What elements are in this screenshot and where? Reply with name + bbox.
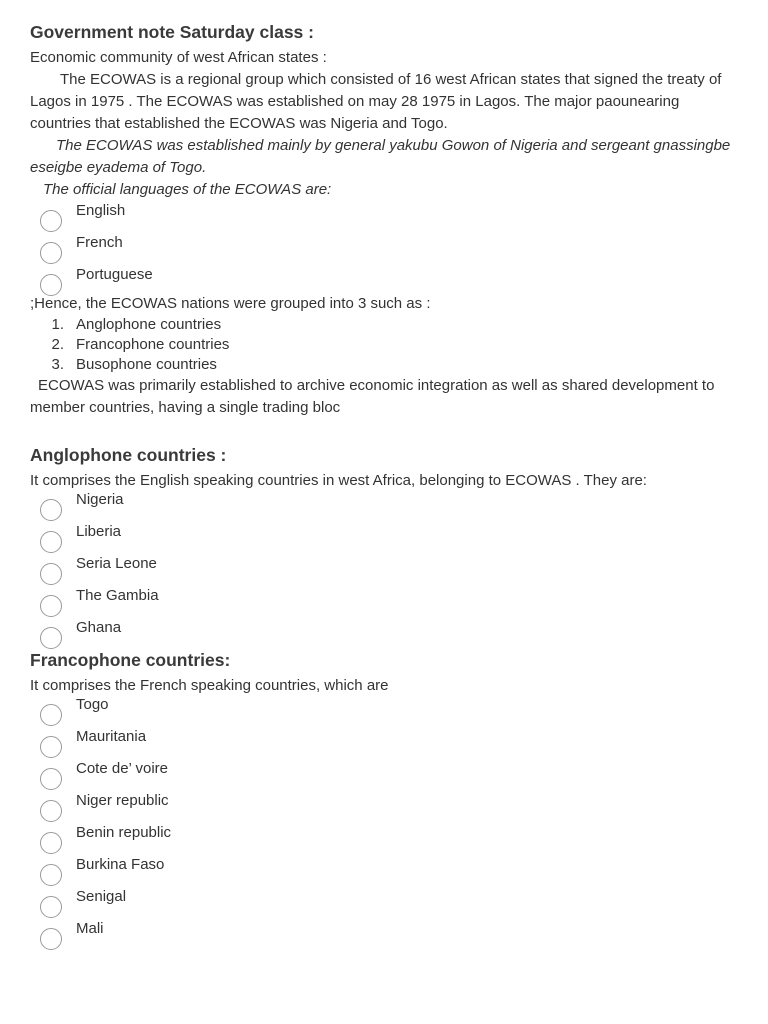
francophone-heading: Francophone countries: [30, 650, 231, 670]
checklist-item-label: Liberia [76, 523, 122, 540]
checklist-item [30, 492, 740, 524]
checklist-item-label: Benin republic [76, 824, 172, 841]
checkbox-circle[interactable] [40, 499, 62, 521]
groups-intro: ;Hence, the ECOWAS nations were grouped into 3 such as : [30, 295, 431, 312]
list-number: 3. [51, 356, 64, 373]
checklist-item-label: Nigeria [76, 491, 124, 508]
checklist-item [30, 588, 740, 620]
languages-checklist [30, 203, 740, 299]
subtitle: Economic community of west African states : [30, 49, 327, 66]
checklist-item-label: The Gambia [76, 587, 159, 604]
checkbox-circle[interactable] [40, 864, 62, 886]
checklist-item-label: Niger republic [76, 792, 169, 809]
checkbox-circle[interactable] [40, 800, 62, 822]
groups-numbered-list [30, 315, 740, 375]
checkbox-circle[interactable] [40, 531, 62, 553]
checklist-item [30, 889, 740, 921]
checkbox-circle[interactable] [40, 736, 62, 758]
list-number: 1. [51, 316, 64, 333]
checkbox-circle[interactable] [40, 896, 62, 918]
checklist-item-label: Mauritania [76, 728, 147, 745]
anglophone-checklist [30, 492, 740, 652]
intro-paragraph: The ECOWAS is a regional group which consisted of 16 west African states that signed the treaty of Lagos in 1975 . The ECOWAS was established on may 28 1975 in Lagos. The major paounearing countries that established the ECOWAS was Nigeria and Togo. [30, 71, 722, 132]
list-item-label: Busophone countries [76, 356, 217, 373]
note-title: Government note Saturday class : [30, 22, 314, 42]
checklist-item [30, 761, 740, 793]
list-item-label: Anglophone countries [76, 316, 222, 333]
languages-intro: The official languages of the ECOWAS are: [43, 181, 332, 198]
checkbox-circle[interactable] [40, 274, 62, 296]
checklist-item-label: Mali [76, 920, 104, 937]
numbered-list-item [30, 335, 740, 355]
checkbox-circle[interactable] [40, 563, 62, 585]
checklist-item-label: Portuguese [76, 266, 153, 283]
checklist-item [30, 556, 740, 588]
note-document[interactable] [30, 20, 740, 953]
checklist-item-label: Senigal [76, 888, 127, 905]
checkbox-circle[interactable] [40, 242, 62, 264]
checkbox-circle[interactable] [40, 928, 62, 950]
anglophone-heading: Anglophone countries : [30, 445, 227, 465]
checklist-item [30, 235, 740, 267]
checklist-item [30, 203, 740, 235]
checkbox-circle[interactable] [40, 210, 62, 232]
francophone-intro: It comprises the French speaking countries, which are [30, 677, 389, 694]
numbered-list-item [30, 355, 740, 375]
purpose-paragraph: ECOWAS was primarily established to archive economic integration as well as shared development to member countries, having a single trading bloc [30, 377, 715, 416]
checklist-item [30, 793, 740, 825]
numbered-list-item [30, 315, 740, 335]
checklist-item-label: English [76, 202, 126, 219]
list-number: 2. [51, 336, 64, 353]
checklist-item-label: Togo [76, 696, 109, 713]
checklist-item [30, 921, 740, 953]
anglophone-intro: It comprises the English speaking countries in west Africa, belonging to ECOWAS . They are: [30, 472, 647, 489]
checklist-item-label: Seria Leone [76, 555, 157, 572]
checklist-item [30, 267, 740, 299]
checklist-item [30, 825, 740, 857]
checklist-item [30, 697, 740, 729]
checklist-item [30, 729, 740, 761]
checklist-item [30, 524, 740, 556]
checklist-item [30, 620, 740, 652]
checklist-item-label: Cote de’ voire [76, 760, 168, 777]
checkbox-circle[interactable] [40, 627, 62, 649]
checklist-item-label: Burkina Faso [76, 856, 165, 873]
checkbox-circle[interactable] [40, 704, 62, 726]
list-item-label: Francophone countries [76, 336, 230, 353]
checkbox-circle[interactable] [40, 595, 62, 617]
checklist-item-label: French [76, 234, 123, 251]
checkbox-circle[interactable] [40, 768, 62, 790]
francophone-checklist [30, 697, 740, 953]
checklist-item-label: Ghana [76, 619, 122, 636]
checkbox-circle[interactable] [40, 832, 62, 854]
checklist-item [30, 857, 740, 889]
founders-paragraph: The ECOWAS was established mainly by general yakubu Gowon of Nigeria and sergeant gnassingbe eseigbe eyadema of Togo. [30, 137, 731, 176]
